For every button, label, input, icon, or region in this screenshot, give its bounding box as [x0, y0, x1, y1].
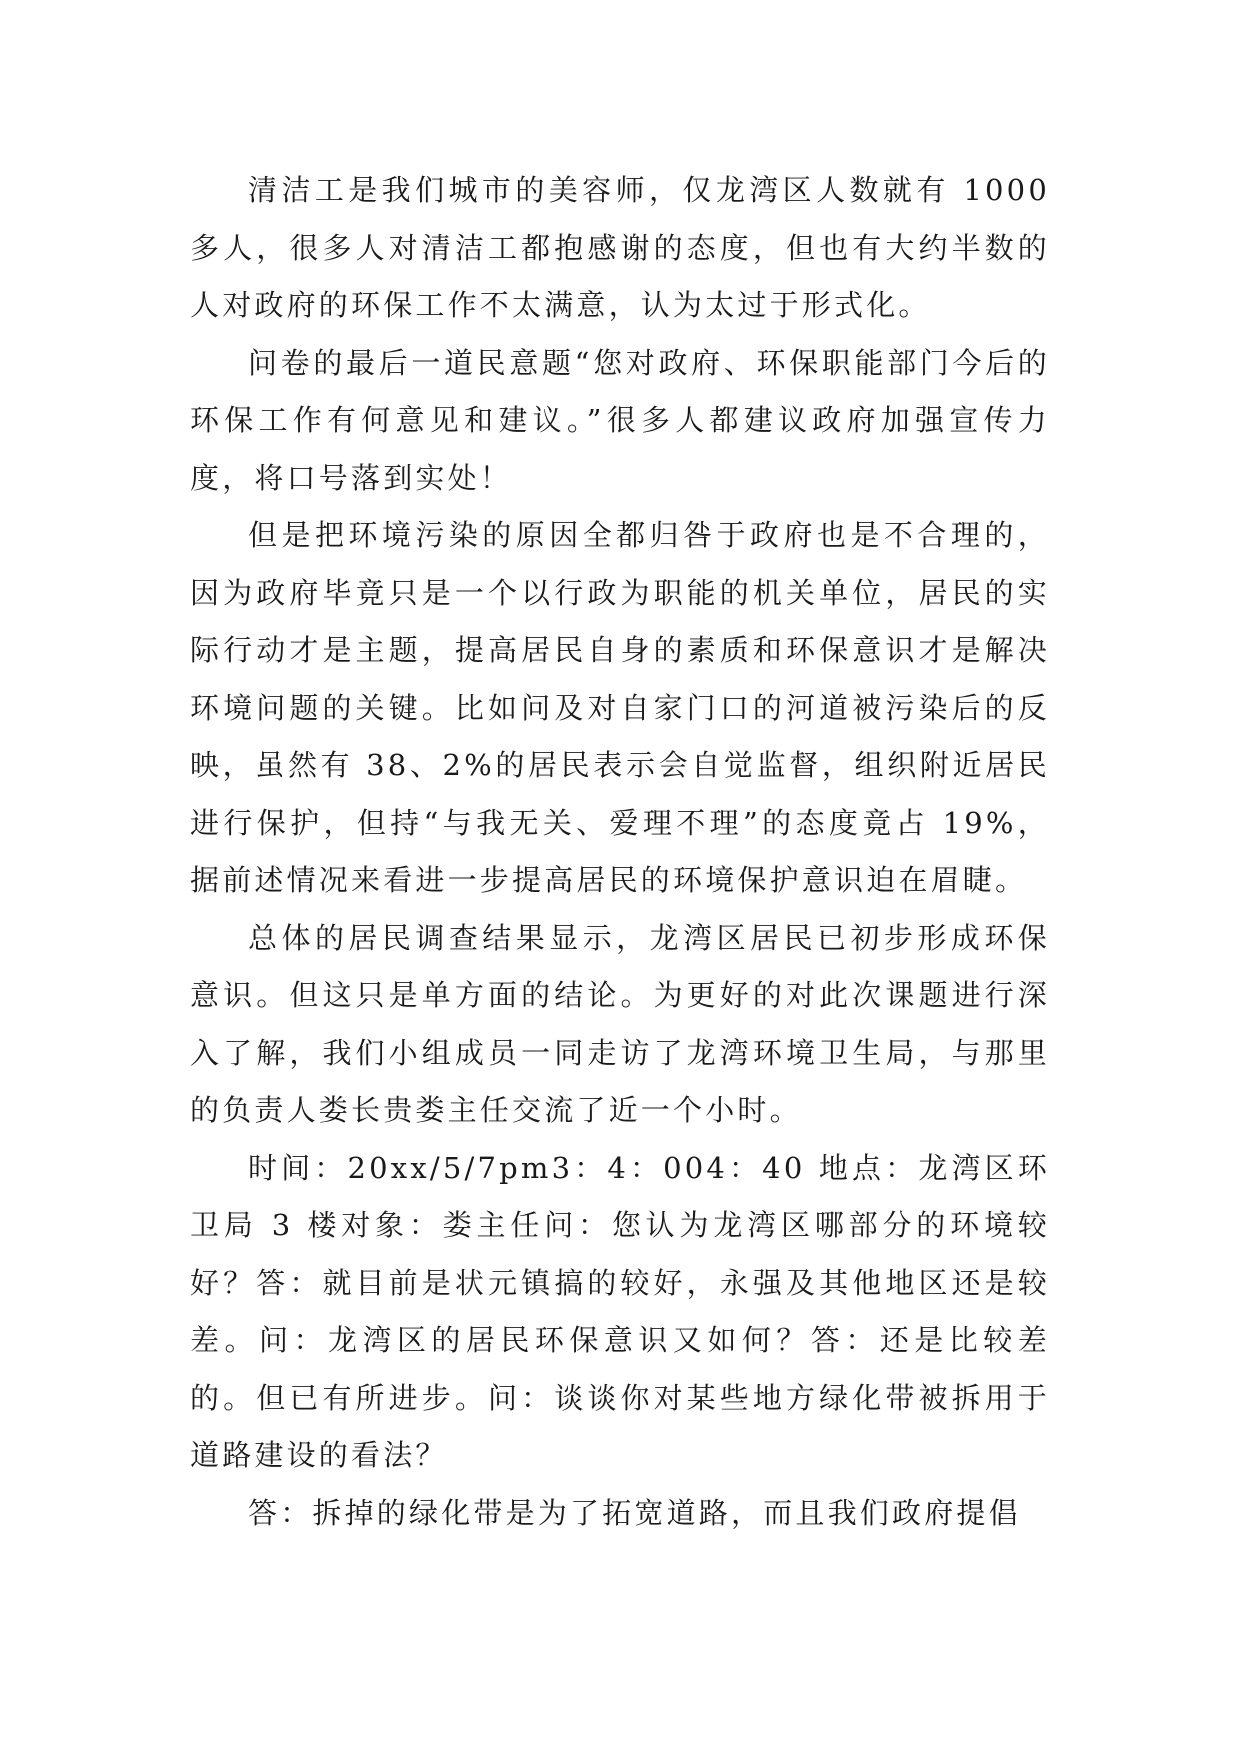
- paragraph-responsibility: 但是把环境污染的原因全都归咎于政府也是不合理的，因为政府毕竟只是一个以行政为职能的机关单位，居民的实际行动才是主题，提高居民自身的素质和环保意识才是解决环境问题的关键。比如问及对自家门口的河道被污染后的反映，虽然有 38、2%的居民表示会自觉监督，组织附近居民进行保护，但持“与我无关、爱理不理”的态度竟占 19%，据前述情况来看进一步提高居民的环境保护意识迫在眉睫。: [190, 518, 1050, 897]
- document-body: [190, 162, 1050, 1542]
- paragraph-interview: 时间：20xx/5/7pm3：4：004：40 地点：龙湾区环卫局 3 楼对象：娄主任问：您认为龙湾区哪部分的环境较好？答：就目前是状元镇搞的较好，永强及其他地区还是较差。问：龙湾区的居民环保意识又如何？答：还是比较差的。但已有所进步。问：谈谈你对某些地方绿化带被拆用于道路建设的看法？: [190, 1150, 1050, 1472]
- paragraph-survey-summary: 总体的居民调查结果显示，龙湾区居民已初步形成环保意识。但这只是单方面的结论。为更好的对此次课题进行深入了解，我们小组成员一同走访了龙湾环境卫生局，与那里的负责人娄长贵娄主任交流了近一个小时。: [190, 920, 1050, 1127]
- paragraph-questionnaire: 问卷的最后一道民意题“您对政府、环保职能部门今后的环保工作有何意见和建议。”很多人都建议政府加强宣传力度，将口号落到实处！: [190, 345, 1050, 495]
- paragraph-answer: 答：拆掉的绿化带是为了拓宽道路，而且我们政府提倡: [248, 1495, 1021, 1530]
- paragraph-cleaners: 清洁工是我们城市的美容师，仅龙湾区人数就有 1000 多人，很多人对清洁工都抱感谢的态度，但也有大约半数的人对政府的环保工作不太满意，认为太过于形式化。: [190, 173, 1050, 322]
